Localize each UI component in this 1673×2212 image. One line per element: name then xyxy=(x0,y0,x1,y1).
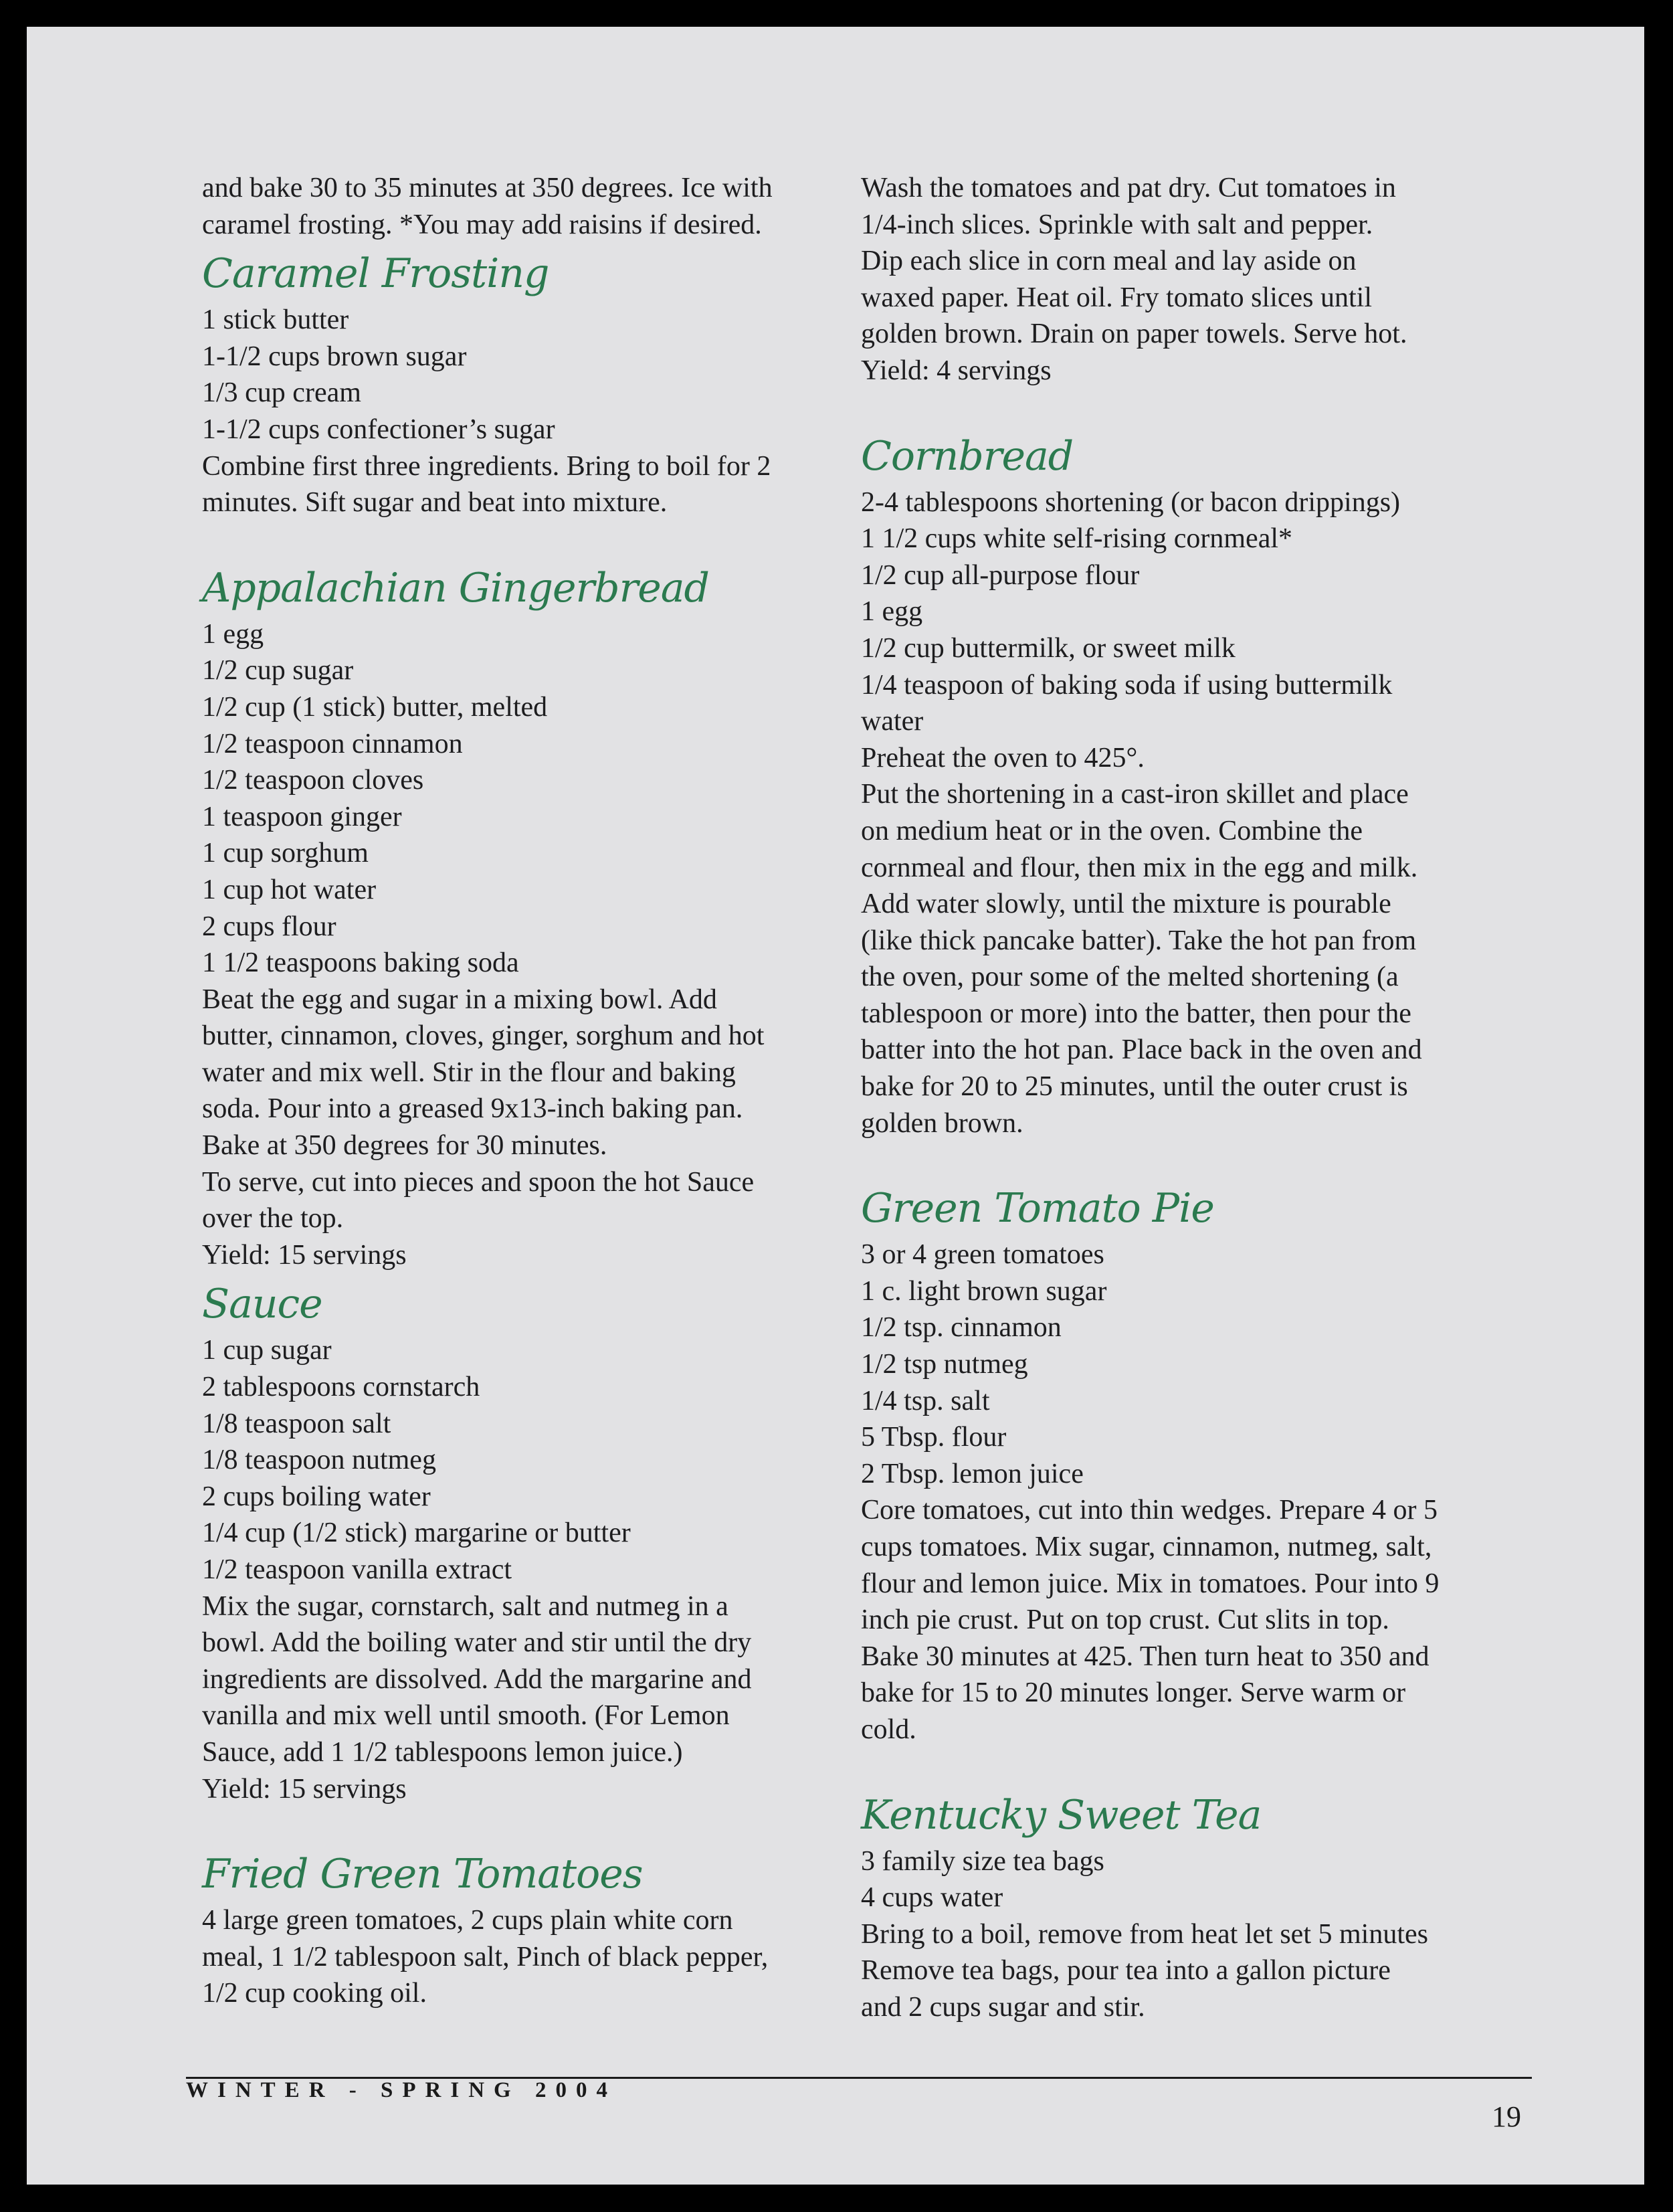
spacer xyxy=(202,521,871,557)
text-line: 1 egg xyxy=(202,618,264,650)
text-line: To serve, cut into pieces and spoon the hot Sauce xyxy=(202,1166,755,1198)
text-line: flour and lemon juice. Mix in tomatoes. Pour into 9 xyxy=(861,1568,1440,1599)
text-line: minutes. Sift sugar and beat into mixture. xyxy=(202,487,668,519)
text-line: cups tomatoes. Mix sugar, cinnamon, nutmeg, salt, xyxy=(861,1532,1432,1562)
intro-continuation xyxy=(202,170,871,243)
spacer xyxy=(202,1807,871,1843)
text-line: 2 Tbsp. lemon juice xyxy=(861,1458,1084,1489)
recipe-title: Fried Green Tomatoes xyxy=(202,1851,643,1898)
recipe-title: Sauce xyxy=(202,1281,322,1328)
recipe-kentucky-sweet-tea xyxy=(861,1787,1530,2026)
magazine-page xyxy=(27,27,1644,2185)
text-line: over the top. xyxy=(202,1203,344,1234)
left-column xyxy=(202,170,871,2012)
text-line: golden brown. Drain on paper towels. Serve hot. xyxy=(861,318,1407,350)
text-line: bowl. Add the boiling water and stir until the dry xyxy=(202,1627,752,1659)
text-line: 1 stick butter xyxy=(202,304,349,336)
text-line: 2 tablespoons cornstarch xyxy=(202,1372,480,1403)
text-line: Sauce, add 1 1/2 tablespoons lemon juice.) xyxy=(202,1736,683,1768)
text-line: 1/2 tsp nutmeg xyxy=(861,1349,1028,1380)
spacer xyxy=(861,389,1530,426)
text-line: 2 cups flour xyxy=(202,911,336,942)
text-line: 3 family size tea bags xyxy=(861,1845,1104,1877)
text-line: 1 c. light brown sugar xyxy=(861,1275,1107,1307)
text-line: tablespoon or more) into the batter, then pour the xyxy=(861,998,1411,1029)
text-line: 1/4 tsp. salt xyxy=(861,1385,990,1416)
recipe-title: Kentucky Sweet Tea xyxy=(861,1791,1262,1839)
text-line: 1 1/2 teaspoons baking soda xyxy=(202,947,519,979)
text-line: 1/2 cup all-purpose flour xyxy=(861,559,1140,591)
text-line: Bake 30 minutes at 425. Then turn heat to 350 and xyxy=(861,1641,1430,1672)
text-line: 1 cup hot water xyxy=(202,874,377,905)
text-line: 1/2 cup buttermilk, or sweet milk xyxy=(861,632,1236,664)
spacer xyxy=(861,1748,1530,1784)
text-line: ingredients are dissolved. Add the margarine and xyxy=(202,1663,752,1695)
text-line: 2-4 tablespoons shortening (or bacon drippings) xyxy=(861,486,1401,518)
text-line: on medium heat or in the oven. Combine the xyxy=(861,815,1363,846)
text-line: butter, cinnamon, cloves, ginger, sorghum and hot xyxy=(202,1020,765,1052)
text-line: 1 cup sugar xyxy=(202,1335,332,1366)
text-line: 1/3 cup cream xyxy=(202,377,361,409)
text-line: cornmeal and flour, then mix in the egg and milk. xyxy=(861,852,1418,883)
text-line: 1/2 cup sugar xyxy=(202,655,354,686)
text-line: caramel frosting. *You may add raisins if desired. xyxy=(202,209,762,240)
text-line: Core tomatoes, cut into thin wedges. Prepare 4 or 5 xyxy=(861,1495,1438,1526)
text-line: (like thick pancake batter). Take the hot pan from xyxy=(861,925,1417,956)
text-line: water and mix well. Stir in the flour and baking xyxy=(202,1056,736,1088)
text-line: Add water slowly, until the mixture is pourable xyxy=(861,889,1391,920)
text-line: 1 egg xyxy=(861,596,923,628)
text-line: vanilla and mix well until smooth. (For Lemon xyxy=(202,1700,730,1732)
text-line: 1/2 teaspoon vanilla extract xyxy=(202,1554,512,1585)
recipe-title: Appalachian Gingerbread xyxy=(202,564,709,612)
text-line: Dip each slice in corn meal and lay aside on xyxy=(861,246,1357,277)
recipe-title: Caramel Frosting xyxy=(202,250,549,298)
text-line: and bake 30 to 35 minutes at 350 degrees. Ice with xyxy=(202,173,773,203)
spacer xyxy=(861,1141,1530,1178)
text-line: Mix the sugar, cornstarch, salt and nutmeg in a xyxy=(202,1590,728,1622)
recipe-appalachian-gingerbread xyxy=(202,560,871,1274)
text-line: Combine first three ingredients. Bring to boil for 2 xyxy=(202,450,771,482)
text-line: 1/2 teaspoon cloves xyxy=(202,765,424,796)
text-line: Bake at 350 degrees for 30 minutes. xyxy=(202,1130,607,1162)
text-line: Preheat the oven to 425°. xyxy=(861,742,1145,773)
text-line: 4 cups water xyxy=(861,1882,1003,1914)
text-line: 1/2 teaspoon cinnamon xyxy=(202,728,463,759)
text-line: soda. Pour into a greased 9x13-inch baking pan. xyxy=(202,1093,743,1125)
text-line: 4 large green tomatoes, 2 cups plain white corn xyxy=(202,1905,733,1936)
recipe-caramel-frosting xyxy=(202,246,871,521)
text-line: Beat the egg and sugar in a mixing bowl. Add xyxy=(202,984,717,1015)
text-line: cold. xyxy=(861,1714,916,1745)
text-line: the oven, pour some of the melted shortening (a xyxy=(861,961,1399,993)
text-line: 1/4 cup (1/2 stick) margarine or butter xyxy=(202,1517,631,1549)
text-line: Yield: 15 servings xyxy=(202,1773,407,1805)
text-line: 1/2 cup (1 stick) butter, melted xyxy=(202,691,548,723)
text-line: 1/8 teaspoon salt xyxy=(202,1408,391,1439)
text-line: 1 teaspoon ginger xyxy=(202,801,402,832)
issue-label: WINTER - SPRING 2004 xyxy=(186,2078,617,2102)
recipe-green-tomato-pie xyxy=(861,1180,1530,1748)
text-line: Yield: 15 servings xyxy=(202,1239,407,1271)
text-line: 1-1/2 cups brown sugar xyxy=(202,341,467,372)
text-line: inch pie crust. Put on top crust. Cut slits in top. xyxy=(861,1604,1389,1636)
text-line: 1/4-inch slices. Sprinkle with salt and pepper. xyxy=(861,209,1373,240)
text-line: water xyxy=(861,706,924,737)
text-line: Wash the tomatoes and pat dry. Cut tomatoes in xyxy=(861,173,1396,203)
text-line: waxed paper. Heat oil. Fry tomato slices until xyxy=(861,282,1372,313)
text-line: batter into the hot pan. Place back in the oven and xyxy=(861,1034,1422,1066)
text-line: 1-1/2 cups confectioner’s sugar xyxy=(202,413,555,445)
text-line: Bring to a boil, remove from heat let set 5 minutes xyxy=(861,1918,1428,1950)
text-line: golden brown. xyxy=(861,1107,1023,1139)
text-line: 5 Tbsp. flour xyxy=(861,1422,1007,1453)
right-column xyxy=(861,170,1530,2026)
recipe-title: Cornbread xyxy=(861,432,1074,480)
text-line: bake for 20 to 25 minutes, until the outer crust is xyxy=(861,1071,1408,1103)
recipe-title: Green Tomato Pie xyxy=(861,1185,1214,1232)
text-line: Yield: 4 servings xyxy=(861,355,1052,386)
text-line: meal, 1 1/2 tablespoon salt, Pinch of black pepper, xyxy=(202,1941,769,1972)
text-line: 2 cups boiling water xyxy=(202,1481,431,1512)
text-line: 1 cup sorghum xyxy=(202,838,369,869)
text-line: Remove tea bags, pour tea into a gallon picture xyxy=(861,1955,1391,1987)
recipe-cornbread xyxy=(861,428,1530,1142)
recipe-sauce xyxy=(202,1276,871,1807)
recipe-fried-green-tomatoes xyxy=(202,1846,871,2012)
text-line: and 2 cups sugar and stir. xyxy=(861,1991,1145,2023)
page-number: 19 xyxy=(1492,2100,1521,2133)
text-line: Put the shortening in a cast-iron skillet and place xyxy=(861,779,1409,810)
text-line: 3 or 4 green tomatoes xyxy=(861,1239,1104,1271)
text-line: 1/2 tsp. cinnamon xyxy=(861,1312,1062,1344)
fried-green-tomatoes-continuation xyxy=(861,170,1530,389)
text-line: bake for 15 to 20 minutes longer. Serve warm or xyxy=(861,1677,1406,1709)
text-line: 1/2 cup cooking oil. xyxy=(202,1978,427,2009)
text-line: 1 1/2 cups white self-rising cornmeal* xyxy=(861,523,1293,555)
text-line: 1/8 teaspoon nutmeg xyxy=(202,1445,436,1476)
text-line: 1/4 teaspoon of baking soda if using buttermilk xyxy=(861,669,1393,701)
